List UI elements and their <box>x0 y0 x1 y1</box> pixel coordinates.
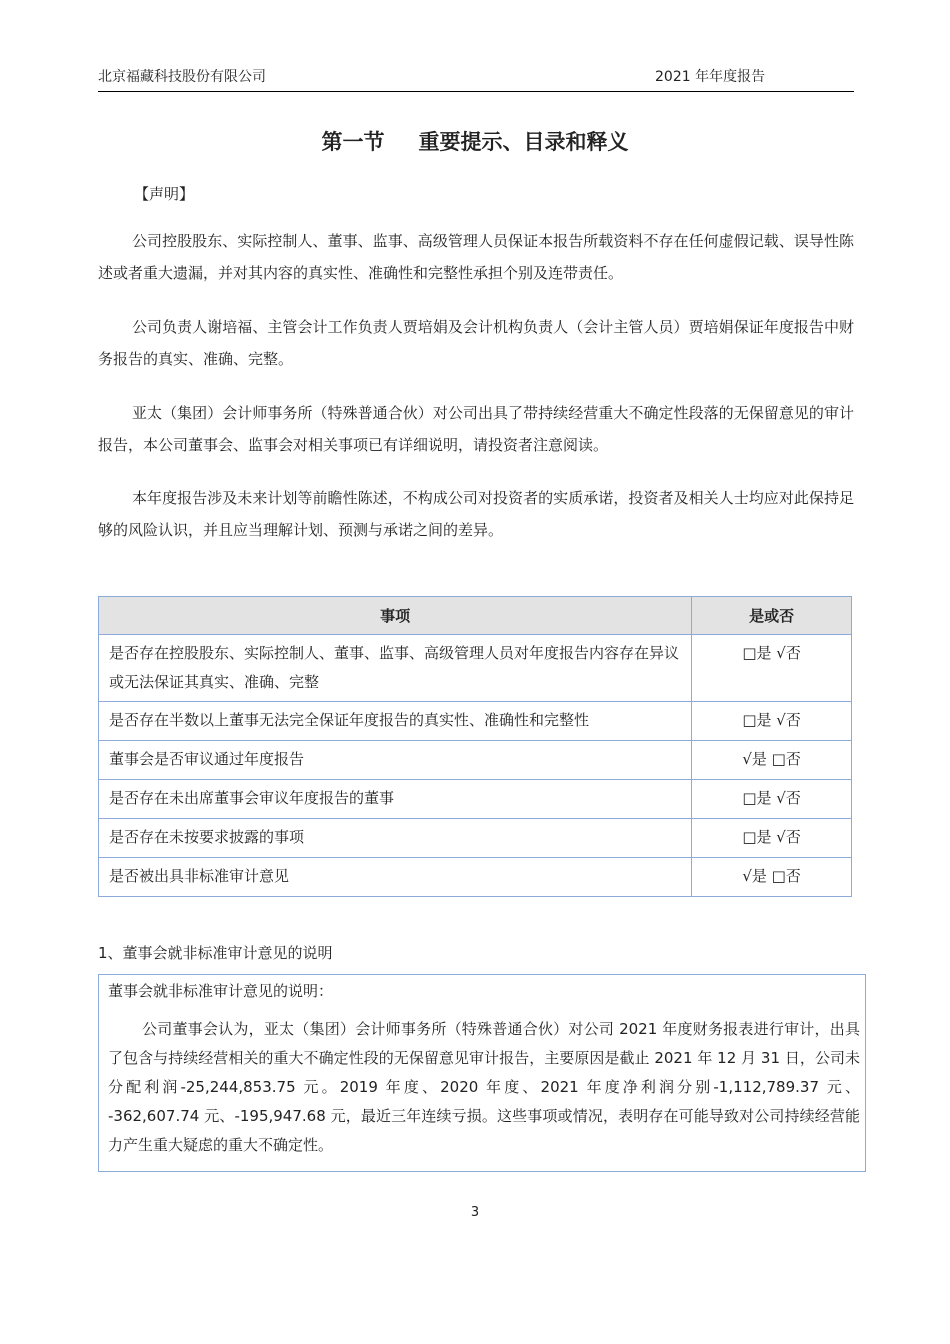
table-cell-answer: □是 √否 <box>692 702 852 741</box>
table-row <box>99 635 852 702</box>
table-row <box>99 741 852 780</box>
table-cell-item: 是否存在控股股东、实际控制人、董事、监事、高级管理人员对年度报告内容存在异议或无法保证其真实、准确、完整 <box>99 635 692 702</box>
header-report-title: 2021 年年度报告 <box>655 69 766 85</box>
header-company-name: 北京福藏科技股份有限公司 <box>98 69 266 85</box>
declaration-label: 【声明】 <box>134 185 195 203</box>
note-box-title: 董事会就非标准审计意见的说明： <box>108 982 334 1000</box>
table-row <box>99 702 852 741</box>
declaration-paragraph: 本年度报告涉及未来计划等前瞻性陈述，不构成公司对投资者的实质承诺，投资者及相关人士均应对此保持足够的风险认识，并且应当理解计划、预测与承诺之间的差异。 <box>98 489 854 539</box>
table-cell-item: 是否存在未按要求披露的事项 <box>99 819 692 858</box>
section-heading: 重要提示、目录和释义 <box>418 130 629 154</box>
declaration-paragraph: 公司负责人谢培福、主管会计工作负责人贾培娟及会计机构负责人（会计主管人员）贾培娟保证年度报告中财务报告的真实、准确、完整。 <box>98 318 854 368</box>
section-title <box>0 126 950 156</box>
section-number: 第一节 <box>321 130 385 154</box>
column-header-item: 事项 <box>99 597 692 635</box>
table-cell-item: 董事会是否审议通过年度报告 <box>99 741 692 780</box>
table-row <box>99 819 852 858</box>
declaration-paragraph: 亚太（集团）会计师事务所（特殊普通合伙）对公司出具了带持续经营重大不确定性段落的无保留意见的审计报告，本公司董事会、监事会对相关事项已有详细说明，请投资者注意阅读。 <box>98 404 854 454</box>
page-number: 3 <box>470 1205 480 1220</box>
table-cell-answer: √是 □否 <box>692 741 852 780</box>
table-cell-answer: □是 √否 <box>692 819 852 858</box>
column-header-answer: 是或否 <box>692 597 852 635</box>
table-cell-answer: □是 √否 <box>692 780 852 819</box>
table-cell-item: 是否存在未出席董事会审议年度报告的董事 <box>99 780 692 819</box>
table-row <box>99 780 852 819</box>
header-divider <box>98 91 854 92</box>
table-cell-answer: □是 √否 <box>692 635 852 702</box>
table-row <box>99 858 852 897</box>
declaration-paragraph: 公司控股股东、实际控制人、董事、监事、高级管理人员保证本报告所载资料不存在任何虚假记载、误导性陈述或者重大遗漏，并对其内容的真实性、准确性和完整性承担个别及连带责任。 <box>98 232 854 282</box>
table-cell-item: 是否被出具非标准审计意见 <box>99 858 692 897</box>
table-cell-answer: √是 □否 <box>692 858 852 897</box>
note-subheading: 1、董事会就非标准审计意见的说明 <box>98 944 333 962</box>
confirmation-table <box>98 596 852 897</box>
note-body: 公司董事会认为，亚太（集团）会计师事务所（特殊普通合伙）对公司 2021 年度财务报表进行审计，出具了包含与持续经营相关的重大不确定性段的无保留意见审计报告，主要原因是截止 2021 年 12 月 31 日，公司未分配利润-25,244,853.75 元。2019 年度、2020 年度、2021 年度净利润分别-1,112,789.37 元、 -362,607.74 元、-195,947.68 元，最近三年连续亏损。这些事项或情况，表明存在可能导致对公司持续经营能力产生重大疑虑的重大不确定性。 <box>108 1020 860 1154</box>
table-cell-item: 是否存在半数以上董事无法完全保证年度报告的真实性、准确性和完整性 <box>99 702 692 741</box>
